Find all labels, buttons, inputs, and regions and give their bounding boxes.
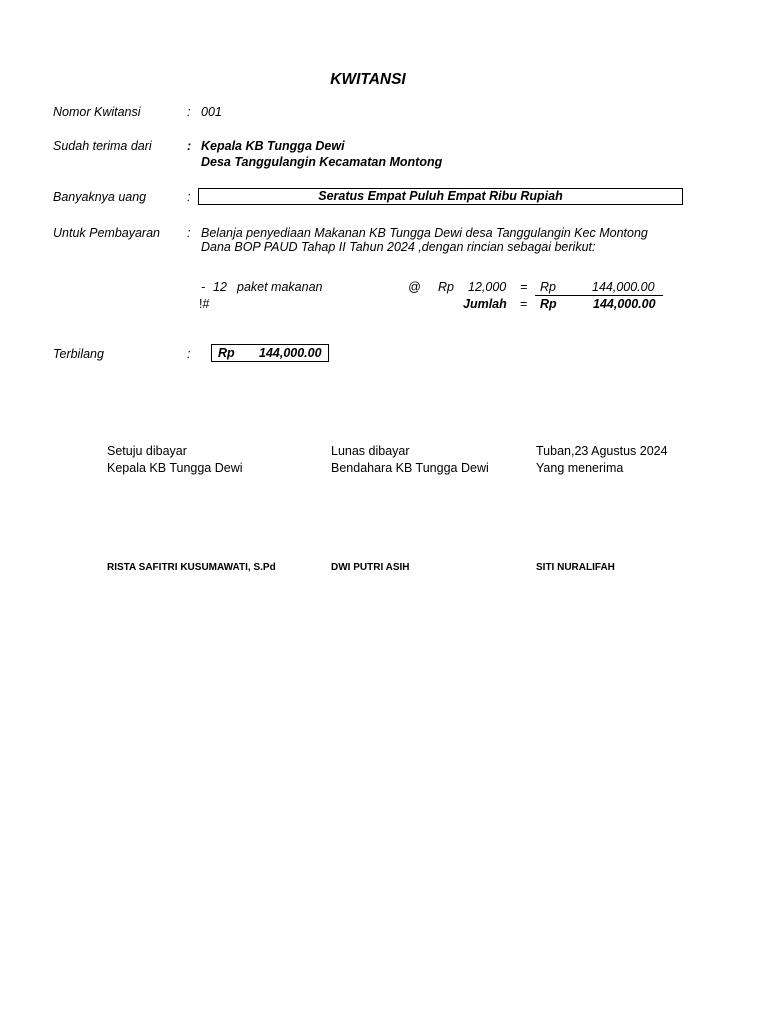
banyaknya-colon: : (187, 190, 191, 204)
signature-2-line2: Bendahara KB Tungga Dewi (331, 461, 489, 475)
signature-2-name: DWI PUTRI ASIH (331, 562, 410, 573)
item-dash: - (201, 280, 206, 294)
jumlah-label: Jumlah (463, 297, 507, 311)
signature-1-line1: Setuju dibayar (107, 444, 187, 458)
jumlah-currency: Rp (540, 297, 557, 311)
jumlah-equals: = (520, 297, 528, 311)
item-price: 12,000 (468, 280, 507, 294)
pembayaran-line2: Dana BOP PAUD Tahap II Tahun 2024 ,dengan rincian sebagai berikut: (201, 240, 596, 254)
signature-3-line1: Tuban,23 Agustus 2024 (536, 444, 668, 458)
jumlah-total: 144,000.00 (593, 297, 656, 311)
nomor-label: Nomor Kwitansi (53, 105, 141, 119)
item-total: 144,000.00 (592, 280, 655, 294)
signature-1-line2: Kepala KB Tungga Dewi (107, 461, 243, 475)
terima-dari-label: Sudah terima dari (53, 139, 152, 153)
signature-3-line2: Yang menerima (536, 461, 624, 475)
nomor-value: 001 (201, 105, 222, 119)
nomor-colon: : (187, 105, 191, 119)
terima-dari-line1: Kepala KB Tungga Dewi (201, 139, 345, 153)
item-currency: Rp (438, 280, 454, 294)
terima-dari-line2: Desa Tanggulangin Kecamatan Montong (201, 155, 443, 169)
terbilang-currency: Rp (218, 346, 235, 360)
terbilang-label: Terbilang (53, 347, 104, 361)
item-at: @ (408, 280, 421, 294)
item-currency-2: Rp (540, 280, 556, 294)
signature-2-line1: Lunas dibayar (331, 444, 410, 458)
subtotal-rule (535, 295, 663, 296)
pembayaran-label: Untuk Pembayaran (53, 226, 161, 240)
item-equals: = (520, 280, 528, 294)
pembayaran-line1: Belanja penyediaan Makanan KB Tungga Dewi desa Tanggulangin Kec Montong (201, 226, 648, 240)
document-title: KWITANSI (330, 71, 406, 88)
terbilang-value: 144,000.00 (259, 346, 322, 360)
item-desc: paket makanan (237, 280, 323, 294)
hash-mark: !# (199, 297, 210, 311)
terima-dari-colon: : (187, 139, 192, 153)
banyaknya-label: Banyaknya uang (53, 190, 147, 204)
pembayaran-colon: : (187, 226, 191, 240)
signature-1-name: RISTA SAFITRI KUSUMAWATI, S.Pd (107, 562, 276, 573)
terbilang-colon: : (187, 347, 191, 361)
amount-in-words-box: Seratus Empat Puluh Empat Ribu Rupiah (198, 188, 683, 205)
item-qty: 12 (213, 280, 227, 294)
signature-3-name: SITI NURALIFAH (536, 562, 615, 573)
